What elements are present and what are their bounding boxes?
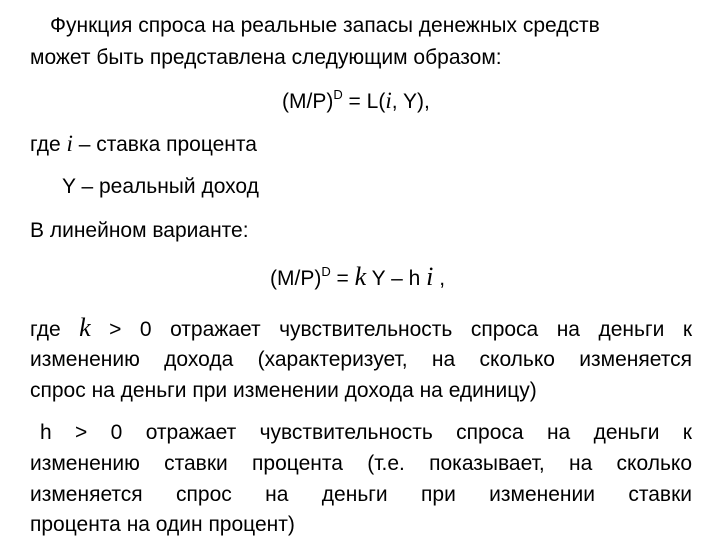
para-h-line-1: h > 0 отражает чувствительность спроса на деньги к [40, 421, 692, 444]
definition-i-var: i [66, 131, 73, 156]
para-h-line-3: изменяется спрос на деньги при изменении ставки [30, 483, 692, 506]
definition-i-text: – ставка процента [72, 133, 257, 156]
linear-heading: В линейном варианте: [30, 219, 249, 242]
formula-lhs: (M/P) [282, 90, 334, 113]
para-k-var: k [79, 313, 91, 342]
formula2-i: i [426, 262, 434, 291]
formula-mid: = L( [342, 90, 386, 113]
formula2-k: k [354, 262, 367, 291]
para-k-line1-rest: > 0 отражает чувствительность спроса на деньги к [90, 318, 693, 341]
formula-var-i: i [385, 88, 392, 113]
intro-line-1: Функция спроса на реальные запасы денежных средств [50, 14, 600, 37]
formula2-tail: , [433, 267, 446, 290]
para-h-line-4: процента на один процент) [30, 513, 295, 536]
formula-linear [270, 264, 445, 292]
formula2-sup: D [321, 264, 331, 279]
definition-y: Y – реальный доход [62, 175, 259, 198]
formula-demand-function [282, 88, 430, 115]
formula-sup: D [333, 87, 343, 102]
para-k-line-3: спрос на деньги при изменении дохода на единицу) [30, 379, 537, 402]
formula2-eq: = [330, 267, 355, 290]
definition-i [30, 131, 257, 158]
formula-rest: , Y), [391, 90, 430, 113]
formula2-mid: Y – h [366, 267, 427, 290]
para-k-line-2: изменению дохода (характеризует, на сколько изменяется [30, 348, 692, 371]
intro-line-2: может быть представлена следующим образом: [30, 46, 502, 69]
formula2-lhs: (M/P) [270, 267, 322, 290]
para-k-line-1 [30, 315, 692, 343]
definition-i-prefix: где [30, 133, 67, 156]
para-h-line-2: изменению ставки процента (т.е. показывает, на сколько [30, 452, 692, 475]
para-k-prefix: где [30, 318, 80, 341]
